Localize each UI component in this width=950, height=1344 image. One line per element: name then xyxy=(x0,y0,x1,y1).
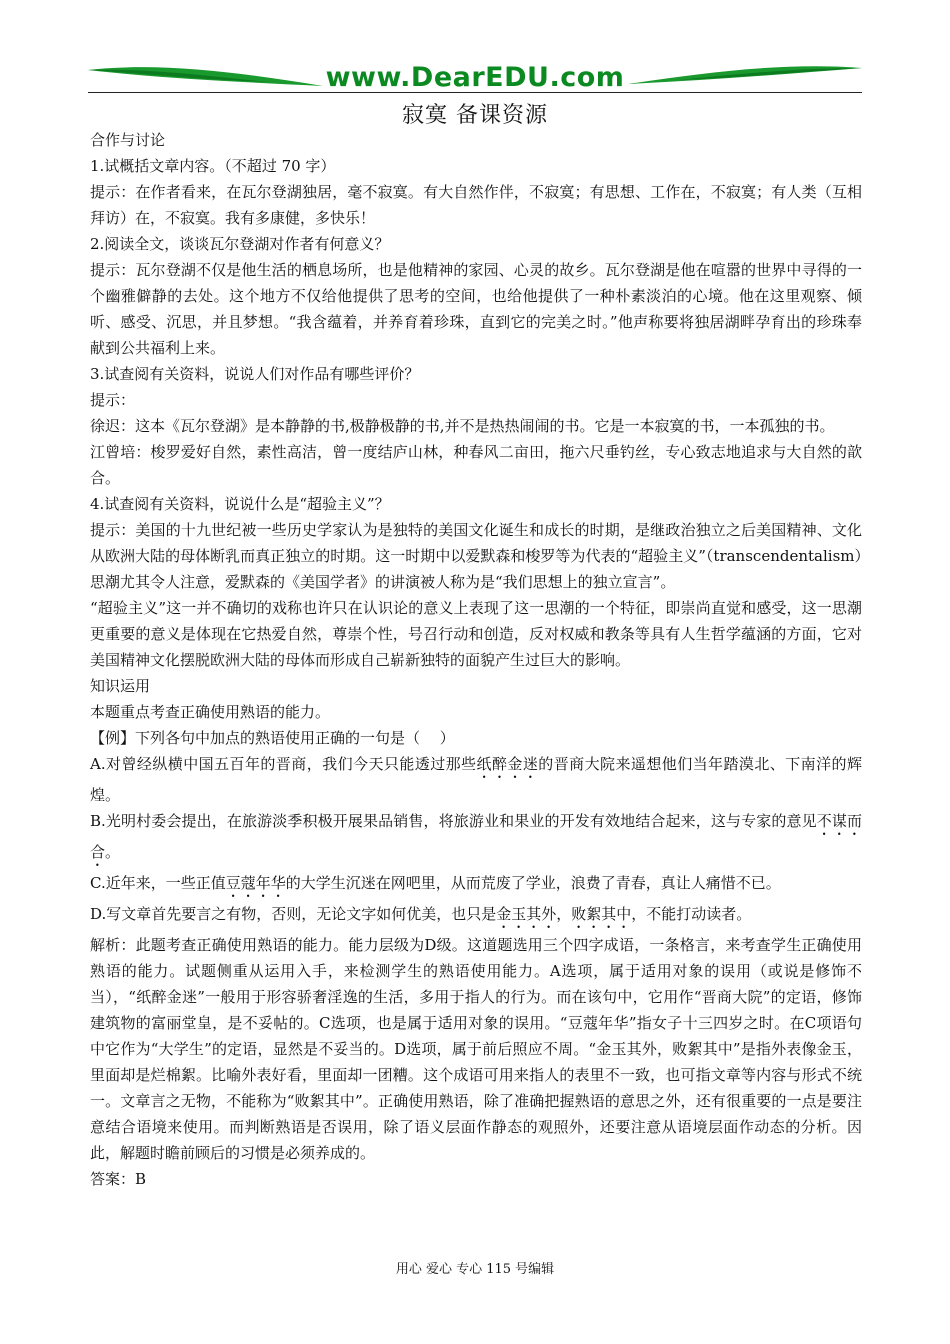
option-a-text: A.对曾经纵横中国五百年的晋商，我们今天只能透过那些 xyxy=(90,755,477,773)
document-body xyxy=(90,127,862,1192)
question-1: 1.试概括文章内容。（不超过 70 字） xyxy=(90,157,336,175)
option-d-text-end: ，不能打动读者。 xyxy=(631,905,752,923)
answer: 答案：B xyxy=(90,1170,147,1188)
option-b-text-end: 。 xyxy=(105,843,121,861)
question-4: 4.试查阅有关资料，说说什么是“超验主义”？ xyxy=(90,495,390,513)
hint-3-label: 提示： xyxy=(90,391,136,409)
question-3: 3.试查阅有关资料，说说人们对作品有哪些评价？ xyxy=(90,365,420,383)
option-b-idiom: 不谋而合 xyxy=(90,812,862,861)
hint-1: 提示：在作者看来，在瓦尔登湖独居，毫不寂寞。有大自然作伴，不寂寞；有思想、工作在，不寂寞；有人类（互相拜访）在，不寂寞。我有多康健，多快乐！ xyxy=(90,183,862,227)
quote-jiang-zengpei: 江曾培：梭罗爱好自然，素性高洁，曾一度结庐山林，种春风二亩田，拖六尺垂钓丝，专心致志地追求与大自然的歆合。 xyxy=(90,443,862,487)
option-a-text-end: 的晋商大院来遥想他们当年踏漠北、下南洋的辉煌。 xyxy=(90,755,862,804)
example-question: 【例】下列各句中加点的熟语使用正确的一句是（ ） xyxy=(90,729,455,747)
option-b-text: B.光明村委会提出，在旅游淡季积极开展果品销售，将旅游业和果业的开发有效地结合起来，这与专家的意见 xyxy=(90,812,817,830)
section-heading: 合作与讨论 xyxy=(90,131,166,149)
page-title: 寂寞 备课资源 xyxy=(402,103,548,128)
option-a-idiom: 纸醉金迷 xyxy=(476,755,539,773)
page-footer: 用心 爱心 专心 115 号编辑 xyxy=(395,1262,555,1277)
option-d-text: D.写文章首先要言之有物，否则，无论文字如何优美，也只是 xyxy=(90,905,497,923)
hint-4: 提示：美国的十九世纪被一些历史学家认为是独特的美国文化诞生和成长的时期，是继政治独立之后美国精神、文化从欧洲大陆的母体断乳而真正独立的时期。这一时期中以爱默森和梭罗等为代表的“超验主义”（transcendentalism）思潮尤其令人注意，爱默森的《美国学者》的讲演被人称为是“我们思想上的独立宣言”。 xyxy=(90,521,862,591)
hint-4-continued: “超验主义”这一并不确切的戏称也许只在认识论的意义上表现了这一思潮的一个特征，即崇尚直觉和感受，这一思潮更重要的意义是体现在它热爱自然，尊崇个性，号召行动和创造，反对权威和教条等具有人生哲学蕴涵的方面，它对美国精神文化摆脱欧洲大陆的母体而形成自己崭新独特的面貌产生过巨大的影响。 xyxy=(90,599,862,669)
quote-xu-chi: 徐迟：这本《瓦尔登湖》是本静静的书,极静极静的书,并不是热热闹闹的书。它是一本寂寞的书，一本孤独的书。 xyxy=(90,417,835,435)
option-d xyxy=(90,901,862,932)
analysis: 解析：此题考查正确使用熟语的能力。能力层级为D级。这道题选用三个四字成语，一条格言，来考查学生正确使用熟语的能力。试题侧重从运用入手，来检测学生的熟语使用能力。A选项，属于适用对象的误用（或说是修饰不当），“纸醉金迷”一般用于形容骄奢淫逸的生活，多用于指人的行为。而在该句中，它用作“晋商大院”的定语，修饰建筑物的富丽堂皇，是不妥帖的。C选项，也是属于适用对象的误用。“豆蔻年华”指女子十三四岁之时。在C项语句中它作为“大学生”的定语，显然是不妥当的。D选项，属于前后照应不周。“金玉其外，败絮其中”是指外表像金玉，里面却是烂棉絮。比喻外表好看，里面却一团糟。这个成语可用来指人的表里不一致，也可指文章等内容与形式不统一。文章言之无物，不能称为“败絮其中”。正确使用熟语，除了准确把握熟语的意思之外，还有很重要的一点是要注意结合语境来使用。而判断熟语是否误用，除了语义层面作静态的观照外，还要注意从语境层面作动态的分析。因此，解题时瞻前顾后的习惯是必须养成的。 xyxy=(90,936,862,1162)
site-logo-text[interactable]: www.DearEDU.com xyxy=(325,62,625,93)
header-divider xyxy=(88,92,862,93)
option-c-text: C.近年来，一些正值 xyxy=(90,874,226,892)
option-c-idiom: 豆蔻年华 xyxy=(225,874,286,892)
hint-2: 提示：瓦尔登湖不仅是他生活的栖息场所，也是他精神的家园、心灵的故乡。瓦尔登湖是他在喧嚣的世界中寻得的一个幽雅僻静的去处。这个地方不仅给他提供了思考的空间，也给他提供了一种朴素淡泊的心境。他在这里观察、倾听、感受、沉思，并且梦想。“我含蕴着，并养育着珍珠，直到它的完美之时。”他声称要将独居湖畔孕育出的珍珠奉献到公共福利上来。 xyxy=(90,261,862,357)
option-c xyxy=(90,870,862,901)
option-b xyxy=(90,808,862,870)
exercise-intro: 本题重点考查正确使用熟语的能力。 xyxy=(90,703,331,721)
option-a xyxy=(90,751,862,808)
option-d-idiom: 金玉其外，败絮其中 xyxy=(496,905,632,923)
question-2: 2.阅读全文，谈谈瓦尔登湖对作者有何意义？ xyxy=(90,235,390,253)
option-c-text-end: 的大学生沉迷在网吧里，从而荒废了学业，浪费了青春，真让人痛惜不已。 xyxy=(285,874,781,892)
section-heading-knowledge: 知识运用 xyxy=(90,677,151,695)
